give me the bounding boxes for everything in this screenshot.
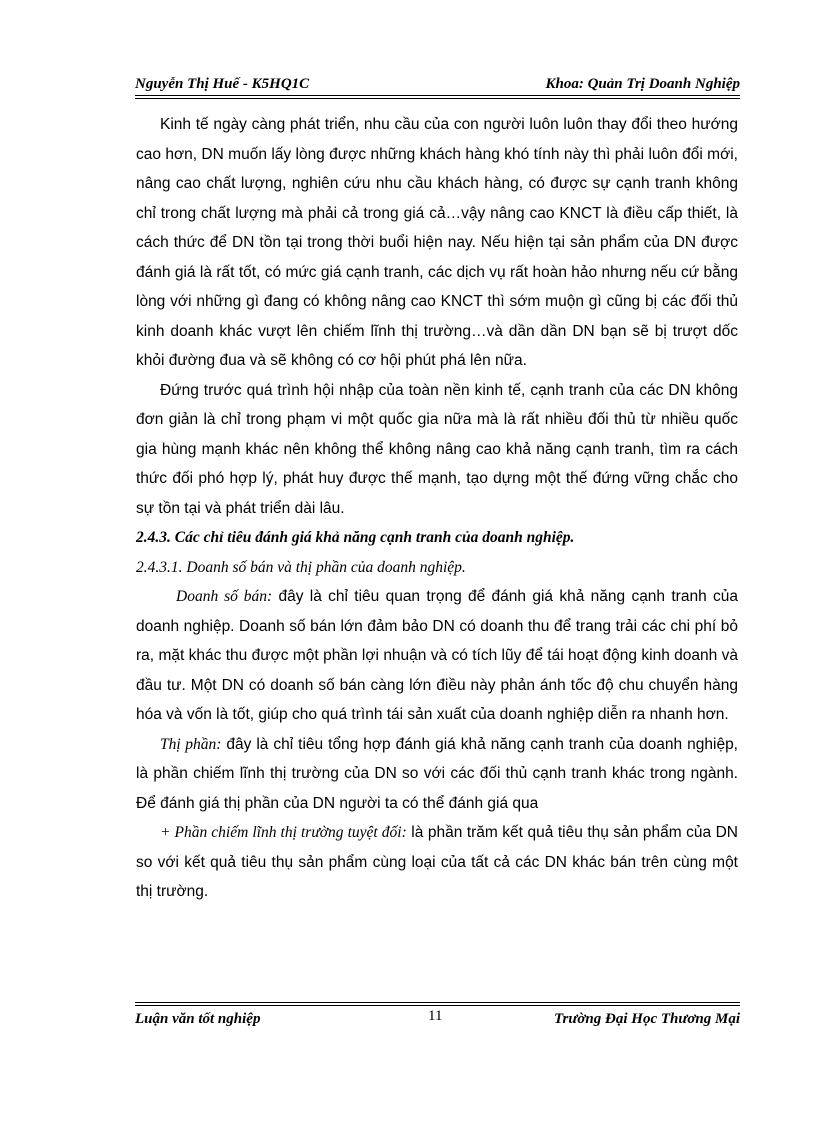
header-faculty: Khoa: Quản Trị Doanh Nghiệp [545,76,740,92]
term-sales: Doanh số bán: [176,588,273,605]
footer-rule [135,1002,740,1003]
section-heading: 2.4.3. Các chỉ tiêu đánh giá khả năng cạnh tranh của doanh nghiệp. [136,529,575,546]
header-rule [135,95,740,96]
term-market-share: Thị phần: [160,735,222,753]
paragraph-sales-text: đây là chỉ tiêu quan trọng để đánh giá khả năng cạnh tranh của doanh nghiệp. Doanh số bán lớn đảm bảo DN có doanh thu để trang trải các chi phí bỏ ra, mặt khác thu được một phần lợi nhuận và có tích lũy để tái hoạt động kinh doanh và đầu tư. Một DN có doanh số bán càng lớn điều này phản ánh tốc độ chu chuyển hàng hóa và vốn là tốt, giúp cho quá trình tái sản xuất của doanh nghiệp diễn ra nhanh hơn. [136,588,738,723]
page-footer [135,1008,740,1030]
paragraph-2: Đứng trước quá trình hội nhập của toàn nền kinh tế, cạnh tranh của các DN không đơn giản là chỉ trong phạm vi một quốc gia nữa mà là rất nhiều đối thủ từ nhiều quốc gia hùng mạnh khác nên không thể không nâng cao khả năng cạnh tranh, tìm ra cách thức đối phó hợp lý, phát huy được thế mạnh, tạo dựng một thế đứng vững chắc cho sự tồn tại và phát triển dài lâu. [136,381,738,517]
subsection-heading: 2.4.3.1. Doanh số bán và thị phần của doanh nghiệp. [136,558,466,576]
paragraph-absolute-share-text: là phần trăm kết quả tiêu thụ sản phẩm của DN so với kết quả tiêu thụ sản phẩm cùng loại của tất cả các DN khác bán trên cùng một thị trường. [136,824,738,900]
paragraph-market-share-text: đây là chỉ tiêu tổng hợp đánh giá khả năng cạnh tranh của doanh nghiệp, là phần chiếm lĩnh thị trường của DN so với các đối thủ cạnh tranh khác trong ngành. Để đánh giá thị phần của DN người ta có thể đánh giá qua [136,735,738,812]
page-body [136,110,738,907]
term-absolute-share: + Phần chiếm lĩnh thị trường tuyệt đối: [160,824,407,841]
page-header [135,74,740,96]
header-author: Nguyễn Thị Huế - K5HQ1C [135,76,310,92]
footer-rule-double [135,1005,740,1006]
paragraph-sales [136,582,738,730]
footer-thesis: Luận văn tốt nghiệp [135,1011,261,1027]
page-number: 11 [428,1008,443,1024]
paragraph-1: Kinh tế ngày càng phát triển, nhu cầu của con người luôn luôn thay đổi theo hướng cao hơn, DN muốn lấy lòng được những khách hàng khó tính này thì phải luôn đổi mới, nâng cao chất lượng, nghiên cứu nhu cầu khách hàng, có được sự cạnh tranh không chỉ trong chất lượng mà phải cả trong giá cả…vậy nâng cao KNCT là điều cấp thiết, là cách thức để DN tồn tại trong thời buổi hiện nay. Nếu hiện tại sản phẩm của DN được đánh giá là rất tốt, có mức giá cạnh tranh, các dịch vụ rất hoàn hảo nhưng nếu cứ bằng lòng với những gì đang có không nâng cao KNCT thì sớm muộn gì cũng bị các đối thủ kinh doanh khác vượt lên chiếm lĩnh thị trường…và dần dần DN bạn sẽ bị trượt dốc khỏi đường đua và sẽ không có cơ hội phút phá lên nữa. [136,116,738,369]
paragraph-absolute-share [136,818,738,907]
paragraph-market-share [136,730,738,819]
footer-university: Trường Đại Học Thương Mại [553,1011,740,1027]
header-rule-double [135,98,740,99]
